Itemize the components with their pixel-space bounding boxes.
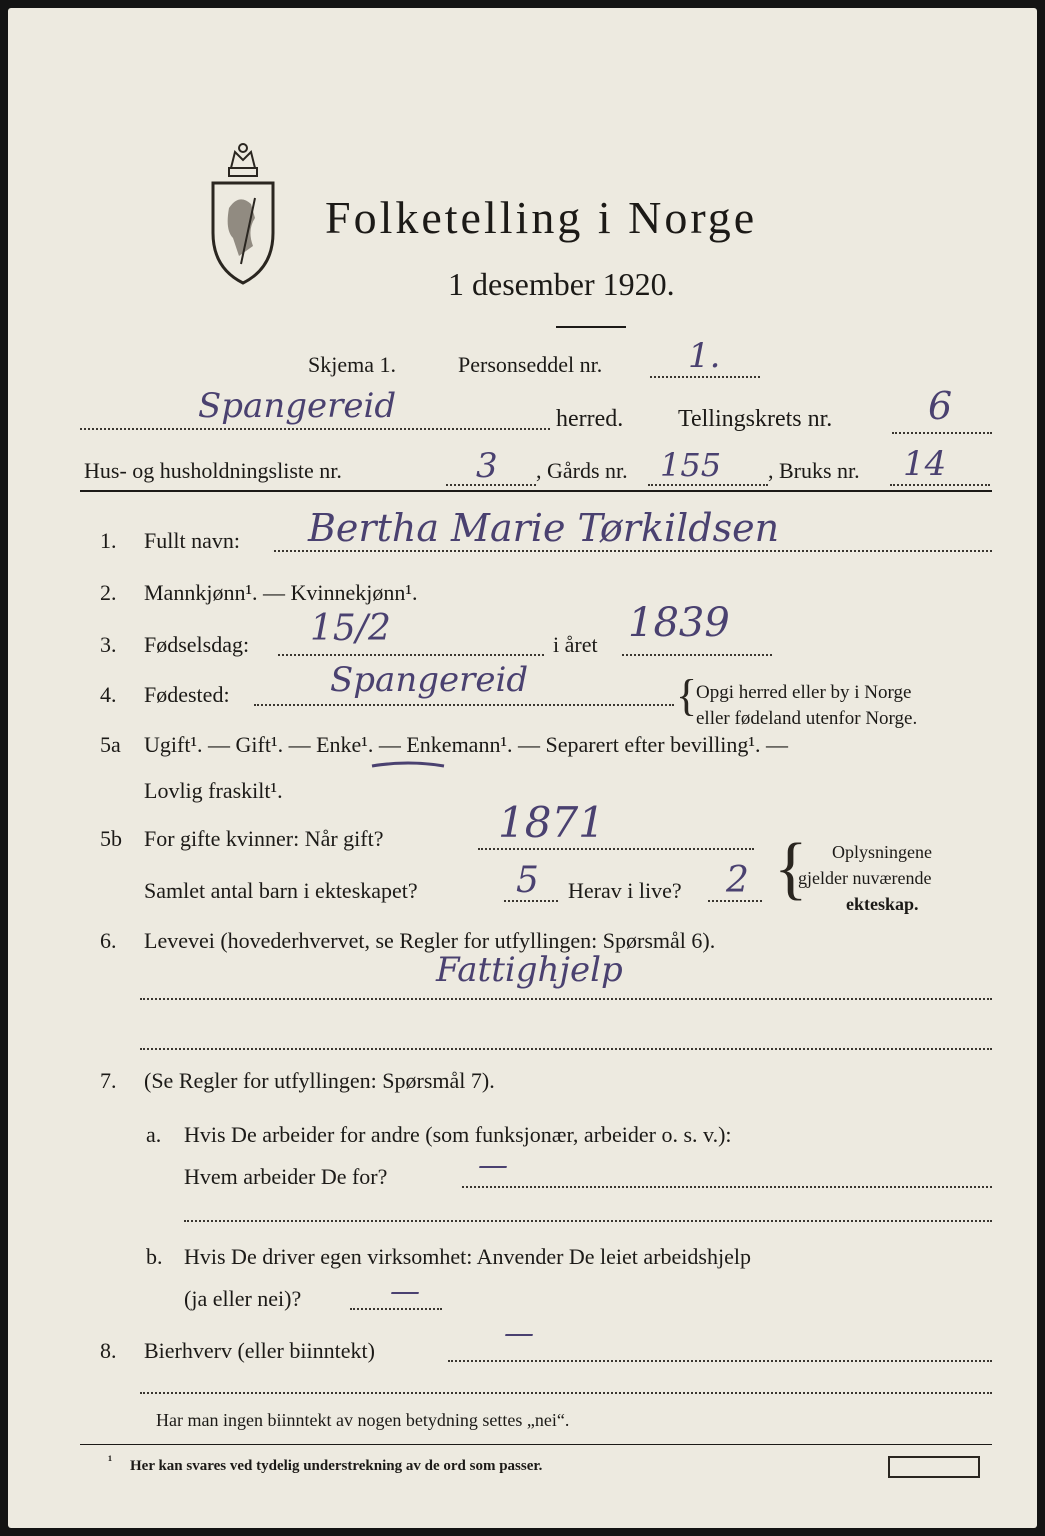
gards-label: , Gårds nr. [536,458,628,483]
hus-value: 3 [476,446,498,486]
q5b-barn-label: Samlet antal barn i ekteskapet? [144,878,418,903]
coat-of-arms-icon [203,138,283,288]
form-title: Folketelling i Norge [325,192,758,243]
q7a-value: — [478,1148,508,1183]
q5b-barn-value: 5 [516,860,539,901]
q6-line-2 [140,1048,992,1050]
q6-label: Levevei (hovederhvervet, se Regler for utfyllingen: Spørsmål 6). [144,928,716,953]
footnote-text: Her kan svares ved tydelig understrekning av de ord som passer. [130,1458,543,1474]
q5b-live-value: 2 [726,860,749,901]
q4-label: Fødested: [144,682,230,707]
q8-note: Har man ingen biinntekt av nogen betydning settes „nei“. [156,1410,570,1430]
personseddel-value: 1. [688,336,721,376]
bruks-line [890,484,990,486]
gards-line [648,484,768,486]
q8-label: Bierhverv (eller biinntekt) [144,1338,375,1363]
q7a-line [462,1186,992,1188]
q3-line [278,654,544,656]
printer-stamp [888,1456,980,1478]
bruks-label: , Bruks nr. [768,458,860,483]
q6-value: Fattighjelp [436,950,623,990]
q5b-number: 5b [100,826,122,851]
footnote-divider [80,1444,992,1445]
q3-label: Fødselsdag: [144,632,250,657]
q7a-label-2: Hvem arbeider De for? [184,1164,388,1189]
q8-number: 8. [100,1338,117,1363]
q5a-number: 5a [100,732,121,757]
hus-label: Hus- og husholdningsliste nr. [84,458,342,483]
q5b-value: 1871 [498,798,605,847]
q7b-label-2: (ja eller nei)? [184,1286,302,1311]
q5a-label: Ugift¹. — Gift¹. — Enke¹. — Enkemann¹. — Separert efter bevilling¹. — [144,732,788,757]
personseddel-line [650,376,760,378]
herred-label: herred. [556,406,624,432]
q7b-value: — [390,1274,420,1309]
q7b-label: Hvis De driver egen virksomhet: Anvender De leiet arbeidshjelp [184,1244,751,1269]
q1-label: Fullt navn: [144,528,240,553]
q5b-line [478,848,754,850]
q1-value: Bertha Marie Tørkildsen [308,506,780,550]
personseddel-label: Personseddel nr. [458,352,603,377]
q3-year-value: 1839 [628,600,730,646]
q1-line [274,550,992,552]
q4-brace: { [676,671,698,720]
q3-number: 3. [100,632,117,657]
tellingskrets-label: Tellingskrets nr. [678,406,833,432]
q7a-label: Hvis De arbeider for andre (som funksjonær, arbeider o. s. v.): [184,1122,732,1147]
q8-line-2 [140,1392,992,1394]
q5b-note-2: gjelder nuværende [798,868,932,888]
q4-number: 4. [100,682,117,707]
q5b-note-1: Oplysningene [832,842,932,862]
q4-note-1: Opgi herred eller by i Norge [696,682,912,703]
q5b-brace: { [774,830,808,907]
footnote-mark: ¹ [108,1454,113,1469]
q7-number: 7. [100,1068,117,1093]
q3-value: 15/2 [310,608,391,649]
tellingskrets-value: 6 [928,384,953,428]
q4-note-2: eller fødeland utenfor Norge. [696,708,918,729]
header-divider [80,490,992,492]
q7a-letter: a. [146,1122,162,1147]
q8-value: — [504,1316,534,1351]
q2-number: 2. [100,580,117,605]
enke-underline-mark [368,758,448,772]
q6-line-1 [140,998,992,1000]
q5a-label-2: Lovlig fraskilt¹. [144,778,283,803]
census-date: 1 desember 1920. [448,266,675,302]
q3-year-label: i året [553,632,598,657]
q5b-label: For gifte kvinner: Når gift? [144,826,384,851]
herred-value: Spangereid [198,386,397,426]
q7b-letter: b. [146,1244,163,1269]
q3-year-line [622,654,772,656]
q2-label: Mannkjønn¹. — Kvinnekjønn¹. [144,580,418,605]
q6-number: 6. [100,928,117,953]
title-divider [556,326,626,328]
gards-value: 155 [660,446,722,484]
q5b-live-label: Herav i live? [568,878,682,903]
q4-value: Spangereid [330,660,529,700]
q4-line [254,704,674,706]
skjema-label: Skjema 1. [308,352,396,377]
q1-number: 1. [100,528,117,553]
q7-label: (Se Regler for utfyllingen: Spørsmål 7). [144,1068,495,1093]
herred-line [80,428,550,430]
bruks-value: 14 [903,444,947,484]
tellingskrets-line [892,432,992,434]
census-form [8,8,1037,1528]
q7a-line-2 [184,1220,992,1222]
q5b-note-3: ekteskap. [846,894,919,914]
q8-line [448,1360,992,1362]
